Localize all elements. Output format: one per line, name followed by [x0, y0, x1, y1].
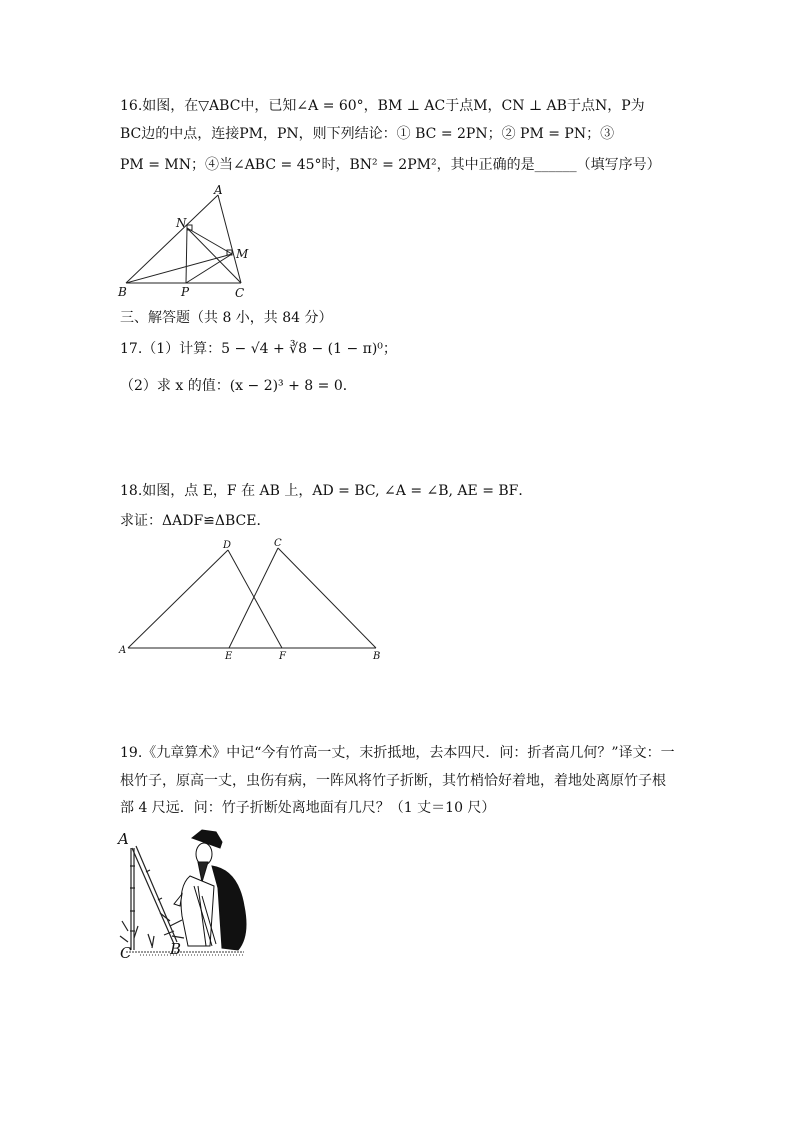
q17-part-1: 17.（1）计算：5 − √4 + ∛8 − (1 − π)⁰； [120, 341, 397, 357]
q19-label-c: C [120, 944, 132, 961]
q19-bamboo-illustration [112, 826, 252, 961]
q18-line-2: 求证：ΔADF≌ΔBCE． [120, 513, 271, 529]
q18-label-c: C [274, 538, 282, 549]
q18-triangles-figure [112, 535, 392, 665]
q19-line-2: 根竹子，原高一丈，虫伤有病，一阵风将竹子折断，其竹梢恰好着地，着地处离原竹子根 [120, 773, 666, 789]
q16-triangle-figure [112, 182, 272, 302]
q19-line-3: 部 4 尺远．问：竹子折断处离地面有几尺？（1 丈＝10 尺） [120, 800, 496, 816]
q18-line-1: 18.如图，点 E，F 在 AB 上，AD = BC, ∠A = ∠B, AE = BF． [120, 483, 533, 499]
q16-label-m: M [236, 247, 249, 261]
q19-label-b: B [170, 940, 182, 958]
q19-label-a: A [118, 830, 129, 848]
q16-label-n: N [176, 216, 187, 230]
q18-label-a: A [119, 645, 127, 656]
q17-part-2: （2）求 x 的值：(x − 2)³ + 8 = 0． [120, 378, 357, 394]
q18-label-f: F [279, 651, 286, 662]
q18-label-e: E [225, 651, 233, 662]
q19-line-1: 19.《九章算术》中记“今有竹高一丈，末折抵地，去本四尺．问：折者高几何？”译文：一 [120, 745, 675, 761]
q16-line-1: 16.如图，在▽ABC中，已知∠A = 60°，BM ⊥ AC于点M，CN ⊥ AB于点N，P为 [120, 98, 645, 114]
q18-label-d: D [223, 540, 232, 551]
q16-line-2: BC边的中点，连接PM，PN，则下列结论：① BC = 2PN；② PM = PN；③ [120, 126, 615, 142]
q16-label-p: P [181, 285, 190, 299]
q18-label-b: B [373, 651, 381, 662]
q16-label-a: A [214, 183, 223, 197]
q16-line-3: PM = MN；④当∠ABC = 45°时，BN² = 2PM²，其中正确的是______（填写序号） [120, 157, 661, 173]
section-3-heading: 三、解答题（共 8 小，共 84 分） [120, 310, 333, 326]
q16-label-b: B [118, 285, 127, 299]
q16-label-c: C [235, 286, 245, 300]
